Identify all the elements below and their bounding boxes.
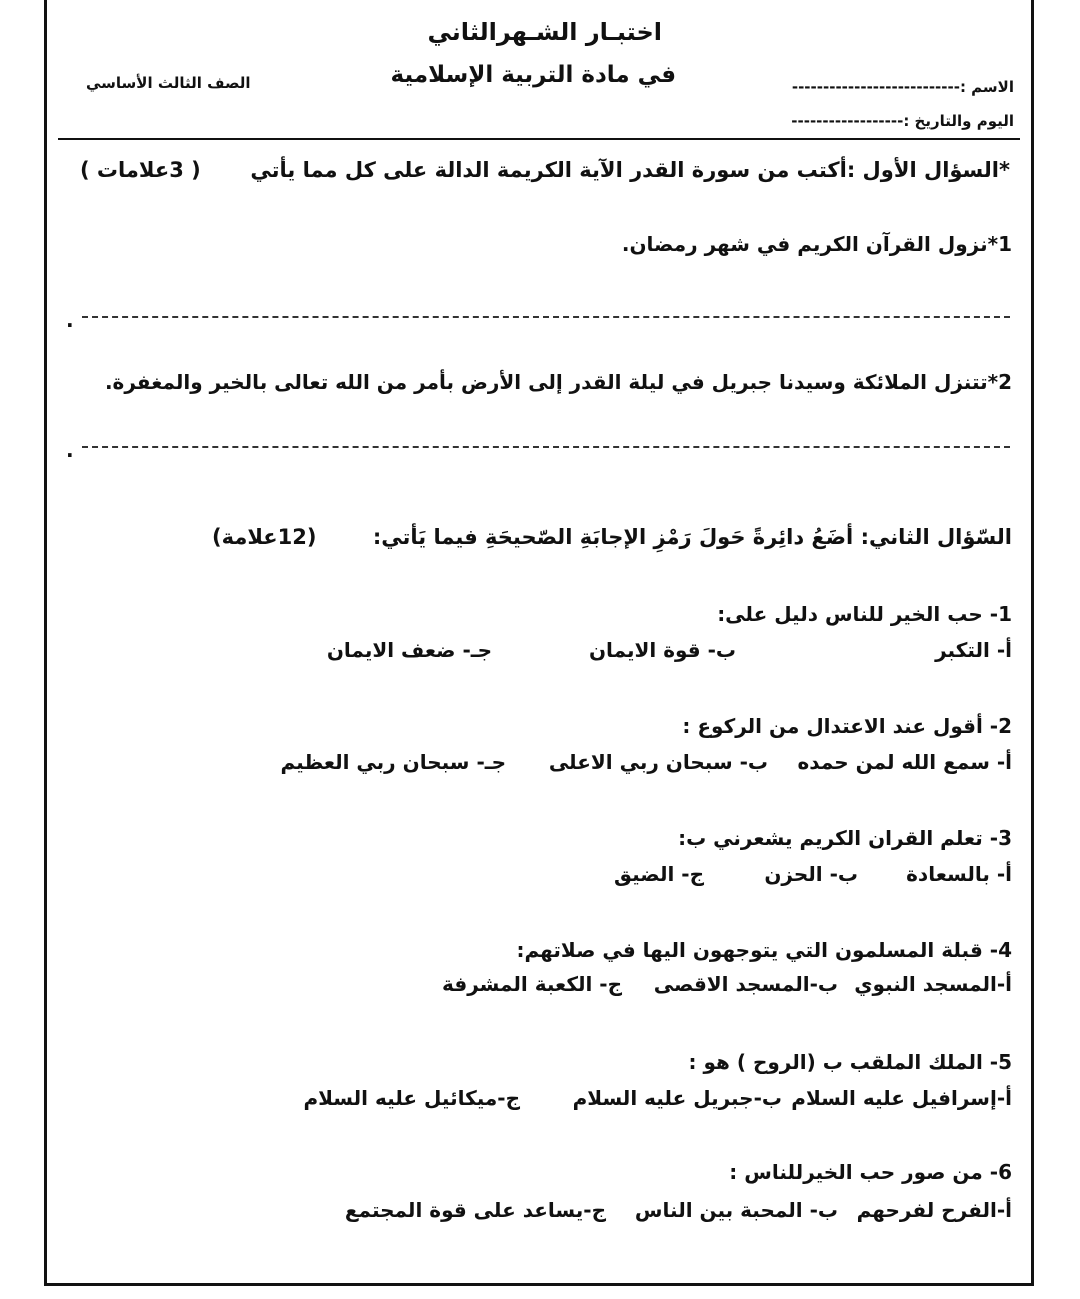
mcq-3-stem: 3- تعلم القران الكريم يشعرني ب: [678, 826, 1012, 850]
q1-item-2: 2*تتنزل الملائكة وسيدنا جبريل في ليلة القدر إلى الأرض بأمر من الله تعالى بالخير والمغفرة. [104, 370, 1012, 394]
mcq-5-stem: 5- الملك الملقب ب (الروح ) هو : [688, 1050, 1012, 1074]
student-name-field[interactable]: الاسم :--------------------------- [791, 78, 1014, 96]
exam-title: اختبـار الشـهرالثاني [427, 18, 662, 46]
mcq-1-option-c[interactable]: جـ- ضعف الايمان [326, 638, 492, 662]
exam-subject: في مادة التربية الإسلامية [390, 62, 676, 88]
mcq-1-option-b[interactable]: ب- قوة الايمان [588, 638, 736, 662]
q1-marks: ( 3علامات ) [80, 158, 201, 182]
mcq-3-option-a[interactable]: أ- بالسعادة [906, 862, 1012, 886]
q1-item-1: 1*نزول القرآن الكريم في شهر رمضان. [621, 232, 1012, 256]
mcq-6-option-a[interactable]: أ-الفرح لفرحهم [856, 1198, 1012, 1222]
mcq-6-option-b[interactable]: ب- المحبة بين الناس [634, 1198, 838, 1222]
mcq-2-option-c[interactable]: جـ- سبحان ربي العظيم [280, 750, 506, 774]
answer-line-2[interactable] [82, 446, 1010, 448]
mcq-3-option-c[interactable]: ج- الضيق [614, 862, 704, 886]
mcq-4-option-c[interactable]: ج- الكعبة المشرفة [441, 972, 622, 996]
answer-line-1[interactable] [82, 316, 1010, 318]
mcq-2-option-a[interactable]: أ- سمع الله لمن حمده [797, 750, 1012, 774]
mcq-2-stem: 2- أقول عند الاعتدال من الركوع : [682, 714, 1012, 738]
answer-line-2-dot: . [66, 438, 74, 462]
q1-heading: *السؤال الأول :أكتب من سورة القدر الآية الكريمة الدالة على كل مما يأتي [250, 158, 1010, 182]
q2-heading: السّؤال الثاني: أضَعُ دائِرةً حَولَ رَمْزِ الإجابَةِ الصّحيحَةِ فيما يَأتي: [372, 525, 1012, 549]
mcq-6-stem: 6- من صور حب الخيرللناس : [729, 1160, 1012, 1184]
answer-line-1-dot: . [66, 308, 74, 332]
mcq-1-option-a[interactable]: أ- التكبر [935, 638, 1012, 662]
grade-label: الصف الثالث الأساسي [86, 74, 251, 92]
mcq-5-option-b[interactable]: ب-جبريل عليه السلام [572, 1086, 782, 1110]
mcq-6-option-c[interactable]: ج-يساعد على قوة المجتمع [344, 1198, 606, 1222]
date-field[interactable]: اليوم والتاريخ :------------------ [791, 112, 1014, 130]
mcq-2-option-b[interactable]: ب- سبحان ربي الاعلى [548, 750, 768, 774]
mcq-3-option-b[interactable]: ب- الحزن [764, 862, 858, 886]
header-divider [58, 138, 1020, 140]
mcq-4-stem: 4- قبلة المسلمون التي يتوجهون اليها في صلاتهم: [516, 938, 1012, 962]
mcq-4-option-a[interactable]: أ-المسجد النبوي [854, 972, 1012, 996]
mcq-1-stem: 1- حب الخير للناس دليل على: [717, 602, 1012, 626]
mcq-5-option-a[interactable]: أ-إسرافيل عليه السلام [791, 1086, 1012, 1110]
q2-marks: (12علامة) [212, 525, 317, 549]
mcq-5-option-c[interactable]: ج-ميكائيل عليه السلام [303, 1086, 520, 1110]
mcq-4-option-b[interactable]: ب-المسجد الاقصى [653, 972, 838, 996]
